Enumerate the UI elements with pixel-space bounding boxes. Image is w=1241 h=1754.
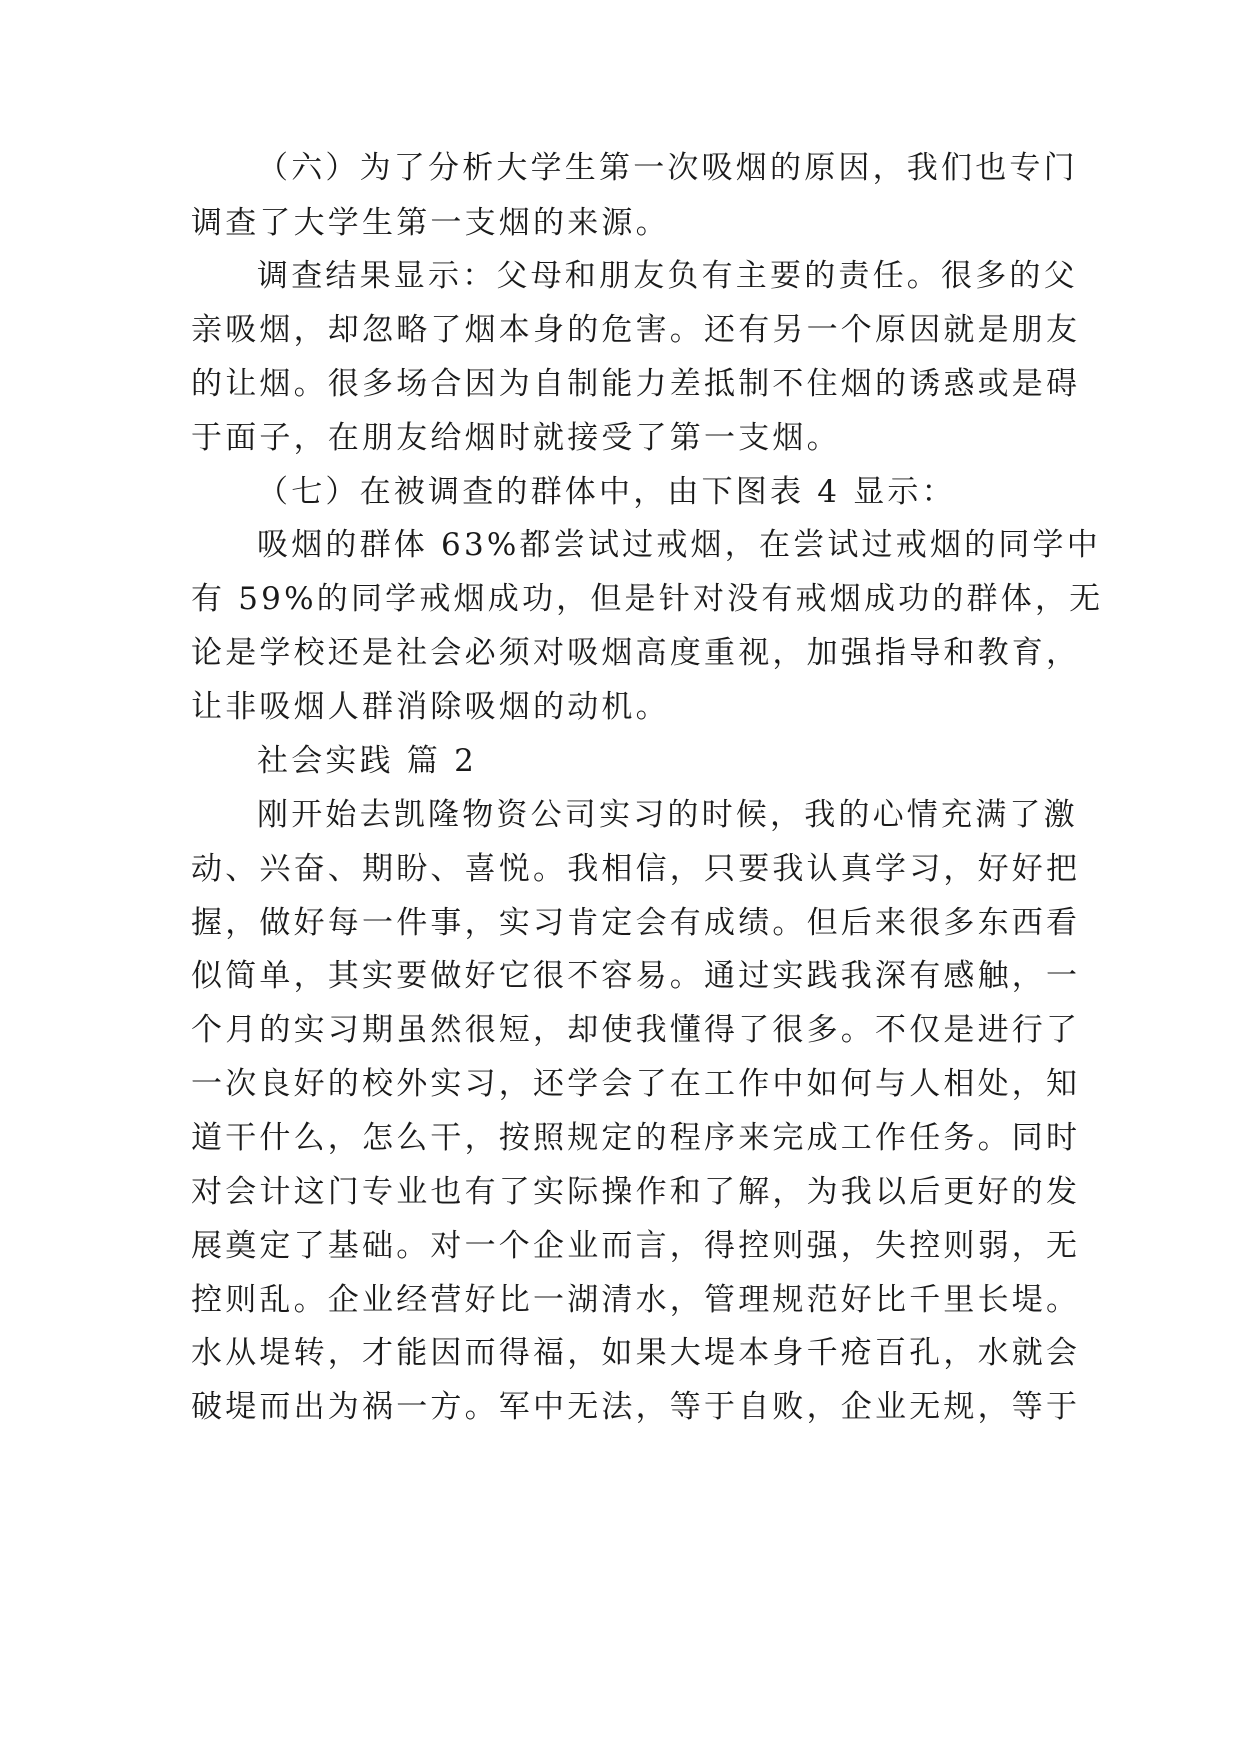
paragraph-line: （七）在被调查的群体中，由下图表 4 显示： [257, 474, 956, 510]
paragraph-line: 控则乱。企业经营好比一湖清水，管理规范好比千里长堤。 [191, 1282, 1081, 1318]
paragraph-line: 论是学校还是社会必须对吸烟高度重视，加强指导和教育， [191, 635, 1081, 671]
paragraph-line: 对会计这门专业也有了实际操作和了解，为我以后更好的发 [191, 1174, 1081, 1210]
paragraph-line: 调查结果显示：父母和朋友负有主要的责任。很多的父 [257, 258, 1078, 294]
paragraph-line: 调查了大学生第一支烟的来源。 [191, 205, 670, 241]
paragraph-line: 动、兴奋、期盼、喜悦。我相信，只要我认真学习，好好把 [191, 851, 1081, 887]
paragraph-line: （六）为了分析大学生第一次吸烟的原因，我们也专门 [257, 150, 1078, 186]
paragraph-line: 于面子，在朋友给烟时就接受了第一支烟。 [191, 420, 841, 456]
paragraph-line: 似简单，其实要做好它很不容易。通过实践我深有感触，一 [191, 958, 1081, 994]
paragraph-line: 破堤而出为祸一方。军中无法，等于自败，企业无规，等于 [191, 1389, 1081, 1425]
paragraph-line: 刚开始去凯隆物资公司实习的时候，我的心情充满了激 [257, 797, 1078, 833]
paragraph-line: 的让烟。很多场合因为自制能力差抵制不住烟的诱惑或是碍 [191, 366, 1081, 402]
paragraph-line: 个月的实习期虽然很短，却使我懂得了很多。不仅是进行了 [191, 1012, 1081, 1048]
paragraph-line: 吸烟的群体 63%都尝试过戒烟，在尝试过戒烟的同学中 [257, 527, 1101, 563]
paragraph-line: 让非吸烟人群消除吸烟的动机。 [191, 689, 670, 725]
paragraph-line: 握，做好每一件事，实习肯定会有成绩。但后来很多东西看 [191, 905, 1081, 941]
paragraph-line: 水从堤转，才能因而得福，如果大堤本身千疮百孔，水就会 [191, 1335, 1081, 1371]
section-heading: 社会实践 篇 2 [257, 743, 478, 779]
paragraph-line: 有 59%的同学戒烟成功，但是针对没有戒烟成功的群体，无 [191, 581, 1104, 617]
paragraph-line: 一次良好的校外实习，还学会了在工作中如何与人相处，知 [191, 1066, 1081, 1102]
paragraph-line: 道干什么，怎么干，按照规定的程序来完成工作任务。同时 [191, 1120, 1081, 1156]
paragraph-line: 展奠定了基础。对一个企业而言，得控则强，失控则弱，无 [191, 1228, 1081, 1264]
paragraph-line: 亲吸烟，却忽略了烟本身的危害。还有另一个原因就是朋友 [191, 312, 1081, 348]
